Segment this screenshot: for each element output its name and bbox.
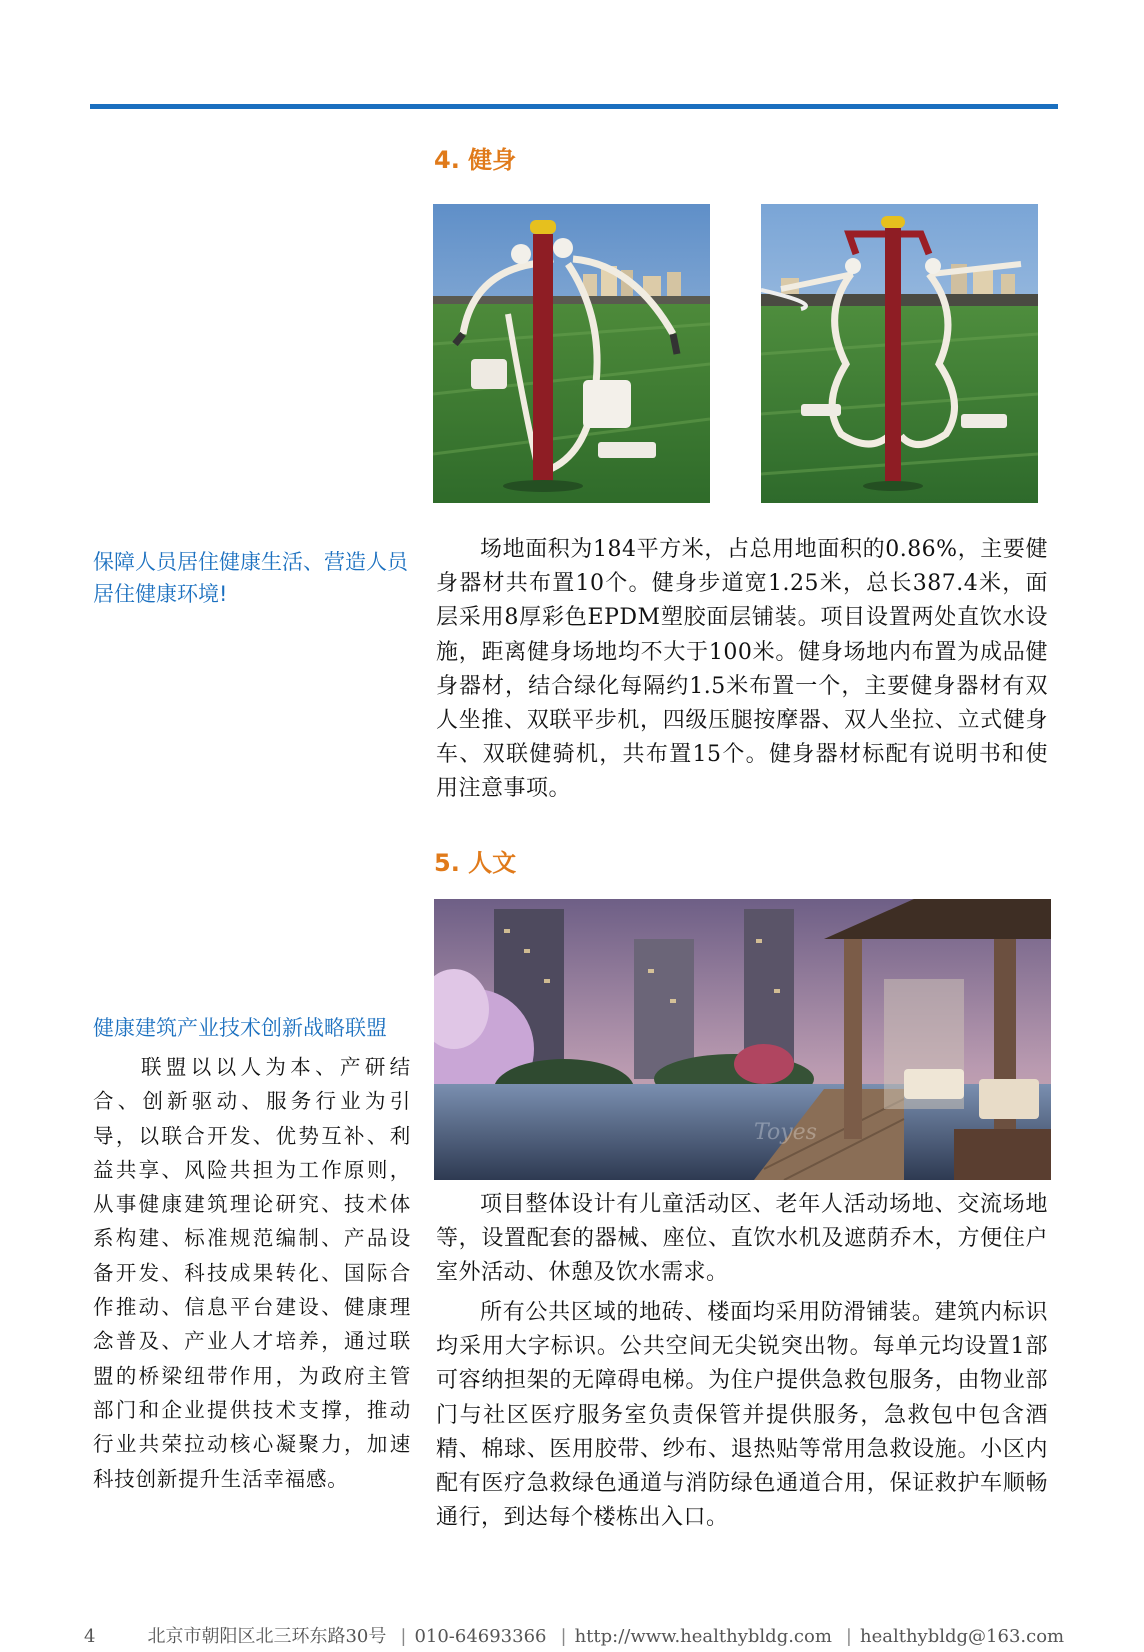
footer-address: 北京市朝阳区北三环东路30号 <box>147 1626 387 1647</box>
footer-separator: | <box>400 1626 407 1647</box>
footer-phone: 010-64693366 <box>414 1626 547 1647</box>
garden-landscape-photo <box>434 899 1051 1180</box>
footer-separator: | <box>845 1626 852 1647</box>
header-rule <box>90 104 1058 109</box>
fitness-equipment-photo-1 <box>433 204 710 503</box>
section-heading-culture: 5. 人文 <box>434 849 517 877</box>
culture-paragraph-2: 所有公共区域的地砖、楼面均采用防滑铺装。建筑内标识均采用大字标识。公共空间无尖锐突出物。每单元均设置1部可容纳担架的无障碍电梯。为住户提供急救包服务，由物业部门与社区医疗服务室负责保管并提供服务，急救包中包含酒精、棉球、医用胶带、纱布、退热贴等常用急救设施。小区内配有医疗急救绿色通道与消防绿色通道合用，保证救护车顺畅通行，到达每个楼栋出入口。 <box>436 1300 1048 1531</box>
sidebar-alliance-title: 健康建筑产业技术创新战略联盟 <box>93 1016 387 1040</box>
footer-website-link[interactable]: http://www.healthybldg.com <box>574 1626 832 1647</box>
fitness-paragraph: 场地面积为184平方米，占总用地面积的0.86%，主要健身器材共布置10个。健身步道宽1.25米，总长387.4米，面层采用8厚彩色EPDM塑胶面层铺装。项目设置两处直饮水设施，距离健身场地均不大于100米。健身场地内布置为成品健身器材，结合绿化每隔约1.5米布置一个，主要健身器材有双人坐推、双联平步机，四级压腿按摩器、双人坐拉、立式健身车、双联健骑机，共布置15个。健身器材标配有说明书和使用注意事项。 <box>436 537 1048 802</box>
sidebar-alliance-text: 联盟以以人为本、产研结合、创新驱动、服务行业为引导，以联合开发、优势互补、利益共享、风险共担为工作原则，从事健康建筑理论研究、技术体系构建、标准规范编制、产品设备开发、科技成果转化、国际合作推动、信息平台建设、健康理念普及、产业人才培养，通过联盟的桥梁纽带作用，为政府主管部门和企业提供技术支撑，推动行业共荣拉动核心凝聚力，加速科技创新提升生活幸福感。 <box>93 1055 411 1491</box>
fitness-equipment-photo-2 <box>761 204 1038 503</box>
sidebar-slogan: 保障人员居住健康生活、营造人员居住健康环境! <box>93 550 408 606</box>
footer-separator: | <box>560 1626 567 1647</box>
page-number: 4 <box>84 1626 96 1647</box>
footer-email-link[interactable]: healthybldg@163.com <box>860 1626 1065 1647</box>
culture-paragraph-1: 项目整体设计有儿童活动区、老年人活动场地、交流场地等，设置配套的器械、座位、直饮水机及遮荫乔木，方便住户室外活动、休憩及饮水需求。 <box>436 1192 1048 1286</box>
section-heading-fitness: 4. 健身 <box>434 146 517 174</box>
page-footer <box>84 1622 1064 1648</box>
svg-text:Toyes: Toyes <box>754 1120 817 1145</box>
